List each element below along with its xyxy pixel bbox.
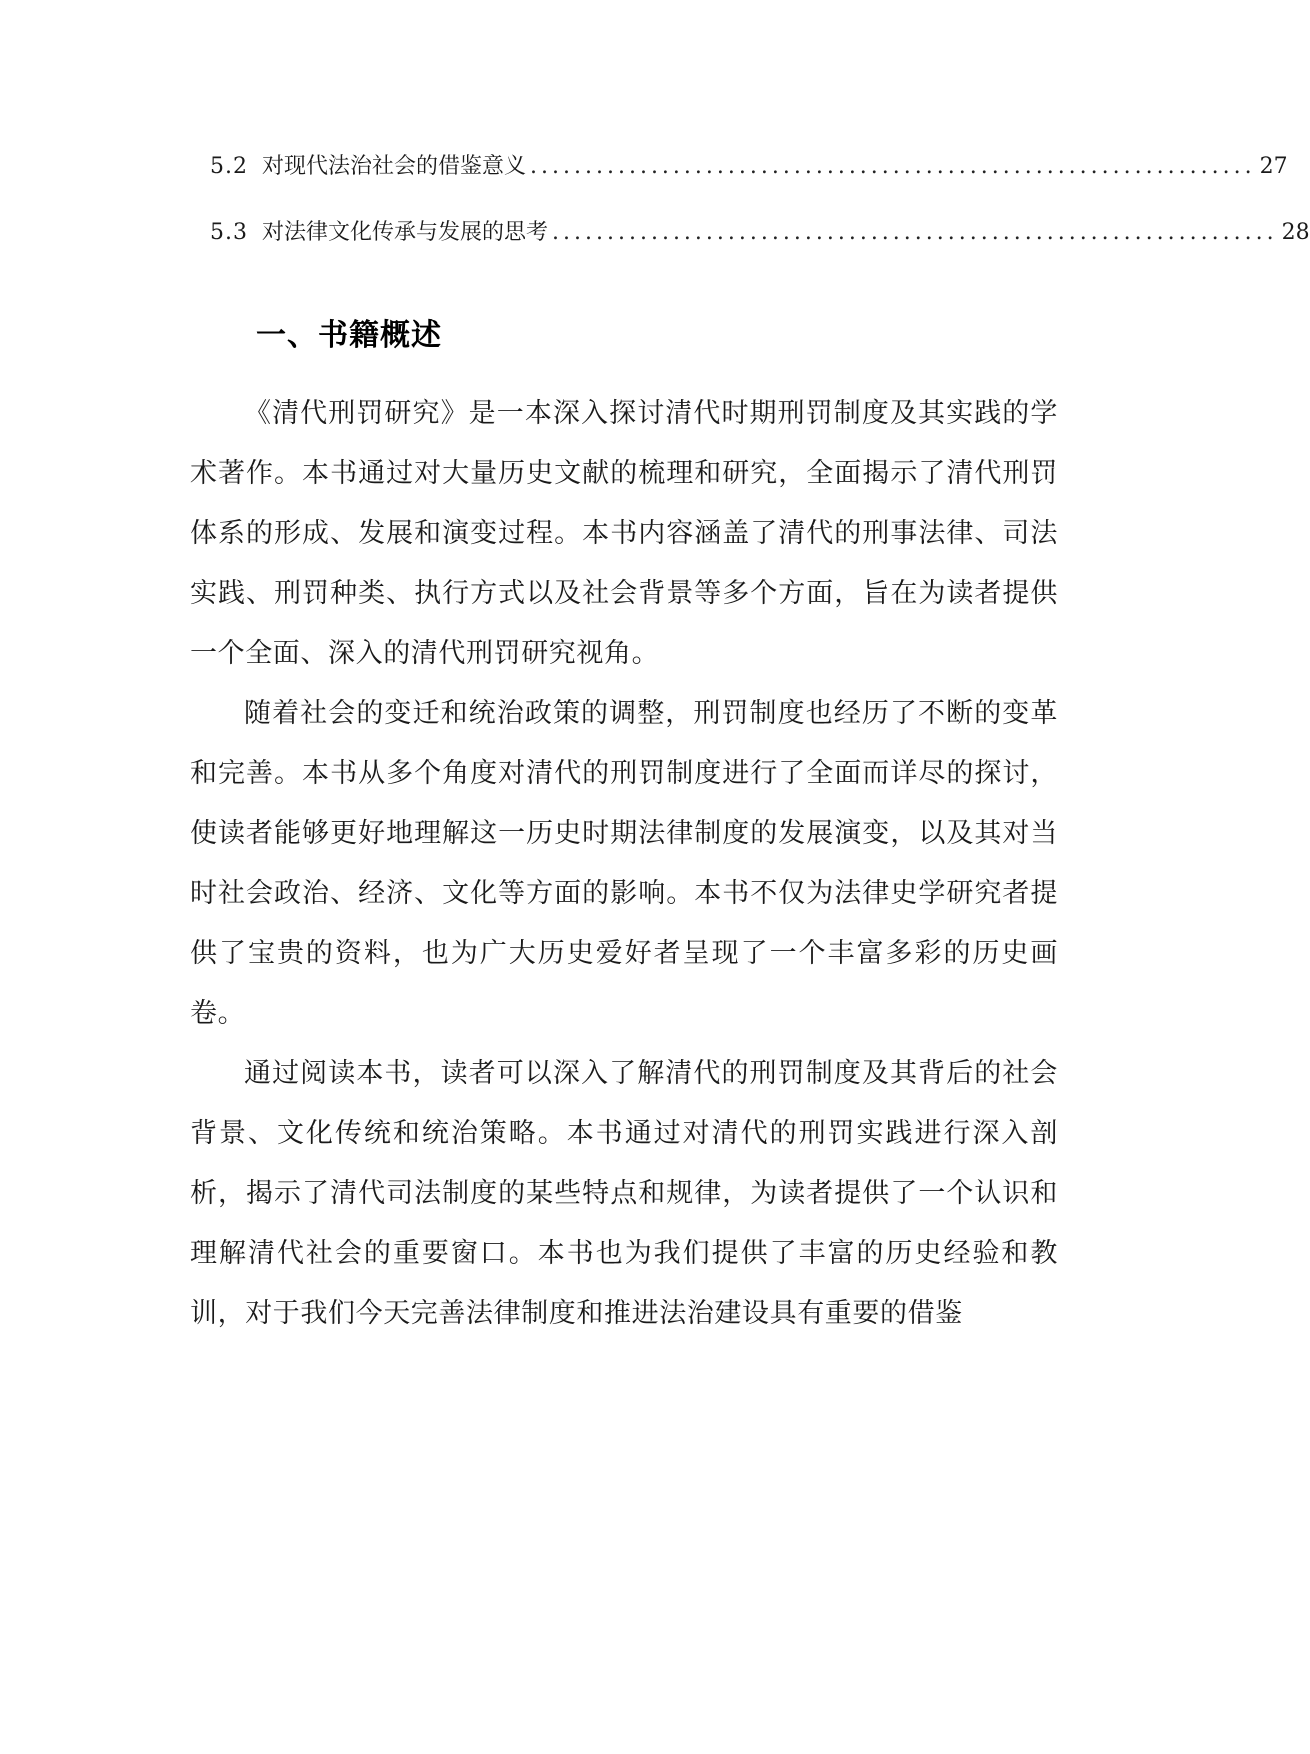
toc-entry-number: 5.2 [210, 154, 248, 179]
body-text [190, 384, 1058, 1344]
paragraph: 通过阅读本书，读者可以深入了解清代的刑罚制度及其背后的社会背景、文化传统和统治策略。本书通过对清代的刑罚实践进行深入剖析，揭示了清代司法制度的某些特点和规律，为读者提供了一个认识和理解清代社会的重要窗口。本书也为我们提供了丰富的历史经验和教训，对于我们今天完善法律制度和推进法治建设具有重要的借鉴 [190, 1058, 1058, 1329]
toc-entry-title: 对现代法治社会的借鉴意义 [262, 154, 527, 179]
toc-entry-5-3[interactable] [210, 216, 1310, 250]
toc-leader-dots: .................................................................. [530, 154, 1256, 179]
paragraph: 《清代刑罚研究》是一本深入探讨清代时期刑罚制度及其实践的学术著作。本书通过对大量历史文献的梳理和研究，全面揭示了清代刑罚体系的形成、发展和演变过程。本书内容涵盖了清代的刑事法律、司法实践、刑罚种类、执行方式以及社会背景等多个方面，旨在为读者提供一个全面、深入的清代刑罚研究视角。 [190, 398, 1058, 669]
toc-entry-page: 27 [1259, 154, 1288, 179]
toc-entry-5-2[interactable] [210, 150, 1288, 184]
toc-entry-title: 对法律文化传承与发展的思考 [262, 220, 549, 245]
toc-entry-page: 28 [1281, 220, 1310, 245]
paragraph: 随着社会的变迁和统治政策的调整，刑罚制度也经历了不断的变革和完善。本书从多个角度对清代的刑罚制度进行了全面而详尽的探讨，使读者能够更好地理解这一历史时期法律制度的发展演变，以及其对当时社会政治、经济、文化等方面的影响。本书不仅为法律史学研究者提供了宝贵的资料，也为广大历史爱好者呈现了一个丰富多彩的历史画卷。 [190, 698, 1058, 1029]
table-of-contents [210, 150, 1310, 282]
toc-entry-number: 5.3 [210, 220, 248, 245]
toc-leader-dots: .................................................................. [552, 220, 1278, 245]
section-heading: 一、书籍概述 [256, 318, 442, 353]
